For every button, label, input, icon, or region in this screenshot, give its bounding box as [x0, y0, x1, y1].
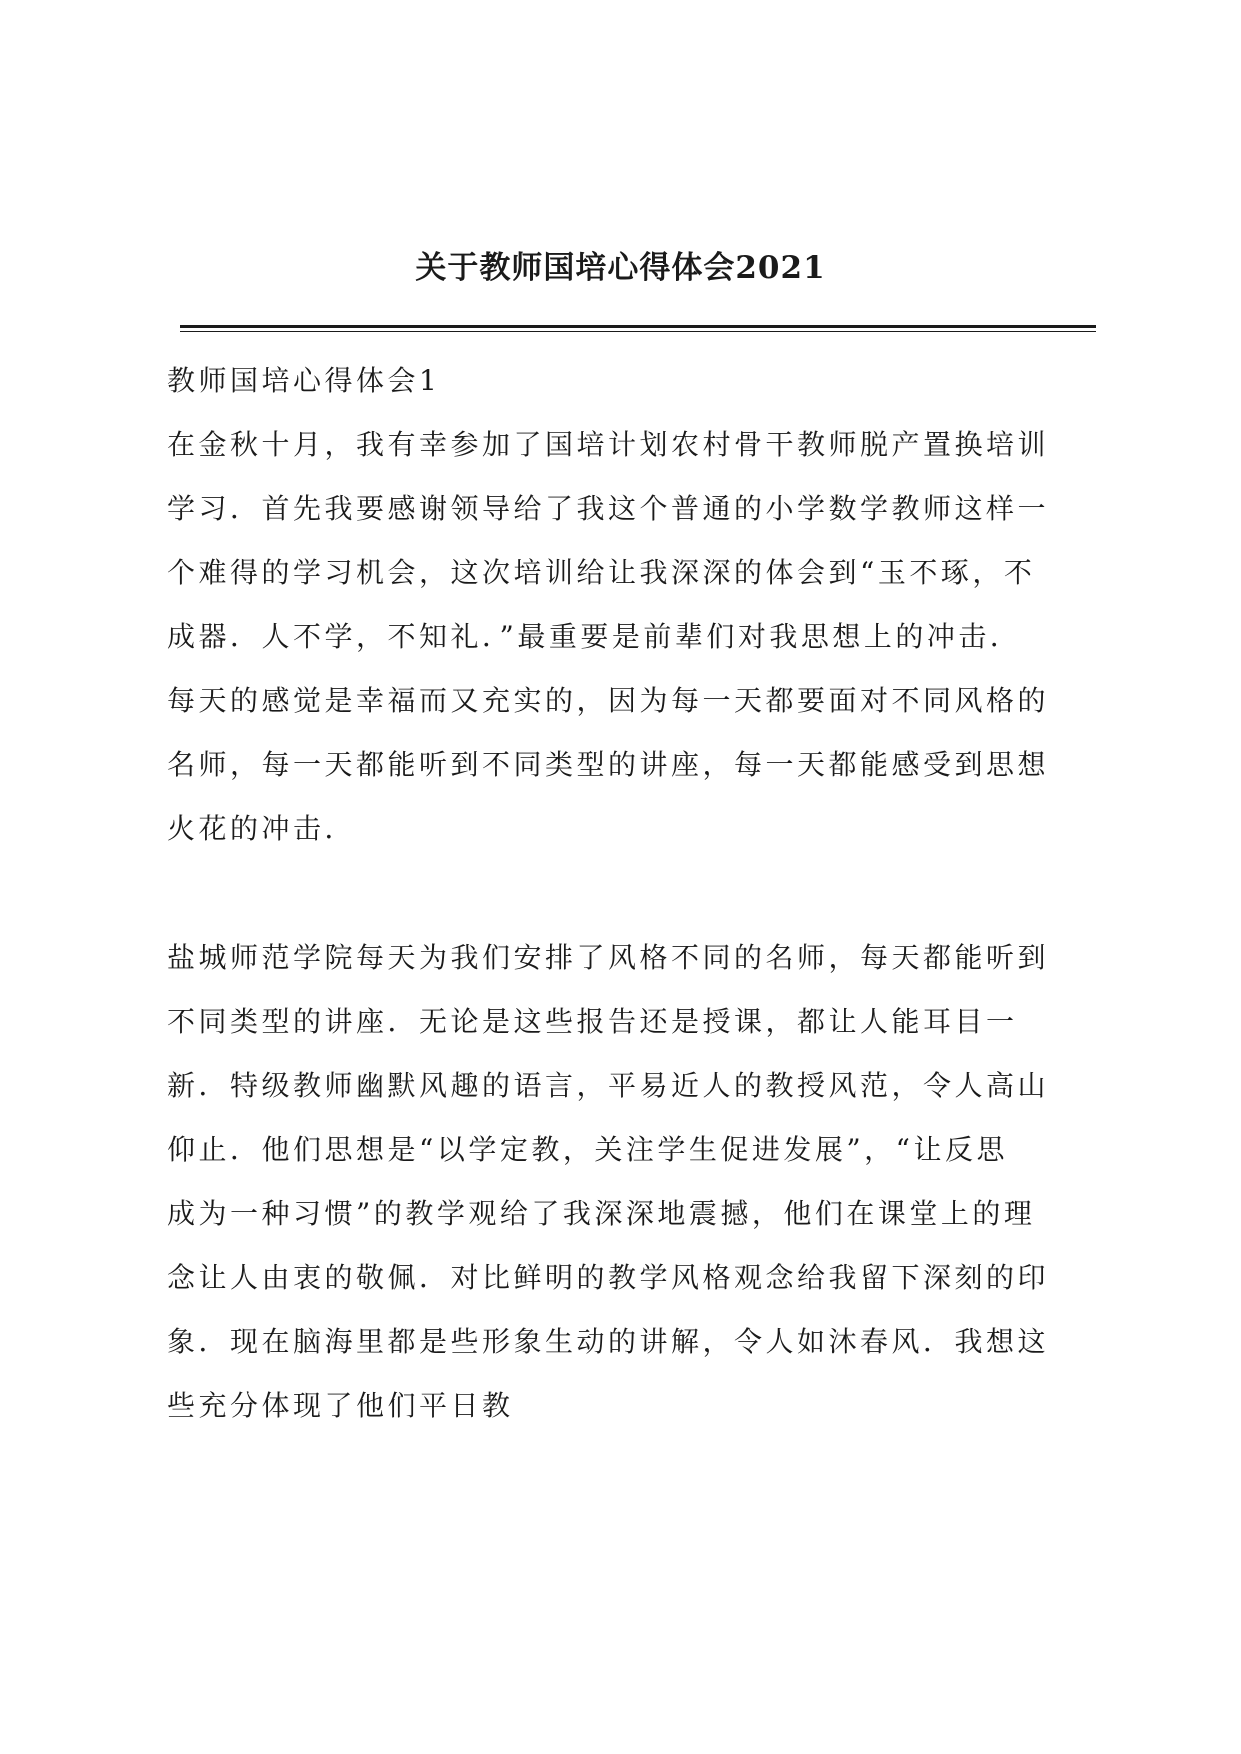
paragraph-2	[167, 926, 1087, 1438]
paragraph-line: 学习．首先我要感谢领导给了我这个普通的小学数学教师这样一	[167, 492, 1050, 525]
paragraph-line: 象．现在脑海里都是些形象生动的讲解，令人如沐春风．我想这	[167, 1325, 1050, 1358]
section-heading	[167, 349, 1087, 413]
paragraph-line: 成器．人不学，不知礼．”最重要是前辈们对我思想上的冲击．	[167, 620, 1022, 653]
paragraph-line: 在金秋十月，我有幸参加了国培计划农村骨干教师脱产置换培训	[167, 428, 1050, 461]
paragraph-line: 仰止．他们思想是“以学定教，关注学生促进发展”，“让反思	[167, 1133, 1008, 1166]
title-underline-thin	[180, 331, 1096, 332]
paragraph-line: 念让人由衷的敬佩．对比鲜明的教学风格观念给我留下深刻的印	[167, 1261, 1050, 1294]
paragraph-line: 火花的冲击．	[167, 812, 357, 845]
paragraph-line: 成为一种习惯”的教学观给了我深深地震撼，他们在课堂上的理	[167, 1197, 1036, 1230]
section-heading-text: 教师国培心得体会1	[167, 364, 441, 397]
paragraph-line: 每天的感觉是幸福而又充实的，因为每一天都要面对不同风格的	[167, 684, 1050, 717]
document-title: 关于教师国培心得体会2021	[415, 250, 826, 286]
paragraph-line: 名师，每一天都能听到不同类型的讲座，每一天都能感受到思想	[167, 748, 1050, 781]
paragraph-1	[167, 413, 1087, 861]
paragraph-line: 新．特级教师幽默风趣的语言，平易近人的教授风范，令人高山	[167, 1069, 1050, 1102]
paragraph-line: 个难得的学习机会，这次培训给让我深深的体会到“玉不琢，不	[167, 556, 1036, 589]
paragraph-line: 不同类型的讲座．无论是这些报告还是授课，都让人能耳目一	[167, 1005, 1018, 1038]
paragraph-line: 盐城师范学院每天为我们安排了风格不同的名师，每天都能听到	[167, 941, 1050, 974]
title-underline-thick	[180, 325, 1096, 328]
paragraph-line: 些充分体现了他们平日教	[167, 1389, 514, 1422]
